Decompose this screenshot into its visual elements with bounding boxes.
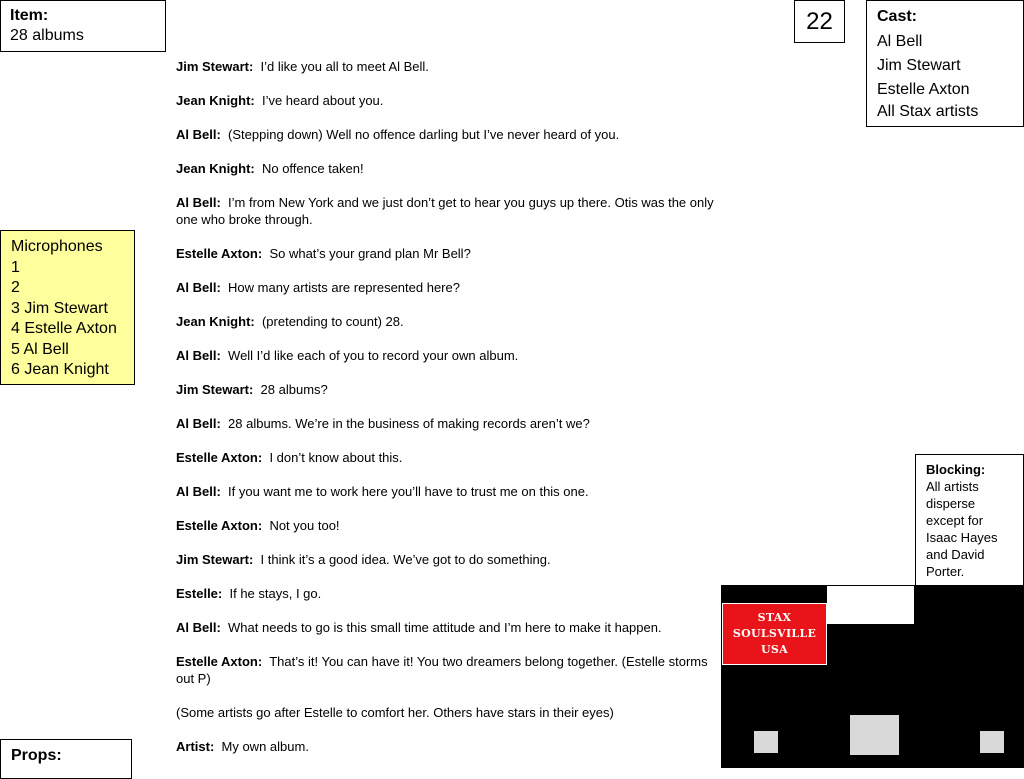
stage-block bbox=[850, 715, 899, 755]
dialogue-line bbox=[176, 92, 716, 109]
dialogue-line bbox=[176, 381, 716, 398]
sign-line: SOULSVILLE bbox=[732, 627, 817, 640]
page-number: 22 bbox=[794, 0, 845, 43]
speaker-name: Al Bell: bbox=[176, 484, 221, 499]
dialogue-text: So what’s your grand plan Mr Bell? bbox=[269, 246, 471, 261]
microphones-title: Microphones bbox=[11, 238, 103, 255]
cast-member: Al Bell bbox=[877, 33, 923, 50]
cast-member: All Stax artists bbox=[877, 103, 979, 120]
script-dialogue bbox=[176, 58, 716, 772]
stax-sign bbox=[722, 603, 827, 665]
dialogue-text: I’m from New York and we just don’t get to hear you guys up there. Otis was the only one who broke through. bbox=[176, 195, 714, 227]
stage-diagram bbox=[721, 585, 1024, 768]
dialogue-text: 28 albums? bbox=[260, 382, 328, 397]
dialogue-text: No offence taken! bbox=[261, 161, 364, 176]
stage-block bbox=[754, 731, 778, 753]
dialogue-line bbox=[176, 58, 716, 75]
dialogue-text: How many artists are represented here? bbox=[228, 280, 460, 295]
dialogue-line bbox=[176, 279, 716, 296]
dialogue-line bbox=[176, 160, 716, 177]
item-title: Item: bbox=[10, 7, 49, 24]
dialogue-line bbox=[176, 704, 716, 721]
speaker-name: Jim Stewart: bbox=[176, 382, 254, 397]
dialogue-line bbox=[176, 126, 716, 143]
speaker-name: Estelle: bbox=[176, 586, 223, 601]
cast-title: Cast: bbox=[877, 8, 918, 25]
dialogue-line bbox=[176, 245, 716, 262]
dialogue-line bbox=[176, 415, 716, 432]
speaker-name: Estelle Axton: bbox=[176, 450, 263, 465]
dialogue-text: (Some artists go after Estelle to comfort her. Others have stars in their eyes) bbox=[176, 705, 614, 720]
dialogue-line bbox=[176, 483, 716, 500]
dialogue-line bbox=[176, 449, 716, 466]
speaker-name: Jean Knight: bbox=[176, 93, 255, 108]
dialogue-text: I don’t know about this. bbox=[269, 450, 403, 465]
dialogue-text: If you want me to work here you’ll have to trust me on this one. bbox=[228, 484, 589, 499]
dialogue-text: That’s it! You can have it! You two dreamers belong together. (Estelle storms out P) bbox=[176, 654, 708, 686]
speaker-name: Estelle Axton: bbox=[176, 518, 263, 533]
dialogue-text: I’d like you all to meet Al Bell. bbox=[260, 59, 429, 74]
speaker-name: Jim Stewart: bbox=[176, 552, 254, 567]
sign-line: USA bbox=[761, 643, 788, 656]
microphone-entry: 4 Estelle Axton bbox=[11, 320, 117, 337]
speaker-name: Al Bell: bbox=[176, 127, 221, 142]
cast-member: Jim Stewart bbox=[877, 57, 961, 74]
dialogue-line bbox=[176, 194, 716, 228]
blocking-title: Blocking: bbox=[926, 462, 986, 477]
microphone-entry: 1 bbox=[11, 258, 20, 276]
dialogue-text: What needs to go is this small time attitude and I’m here to make it happen. bbox=[228, 620, 662, 635]
stage-block bbox=[980, 731, 1004, 753]
speaker-name: Jim Stewart: bbox=[176, 59, 254, 74]
speaker-name: Al Bell: bbox=[176, 416, 221, 431]
speaker-name: Al Bell: bbox=[176, 280, 221, 295]
speaker-name: Estelle Axton: bbox=[176, 654, 263, 669]
props-title: Props: bbox=[11, 747, 62, 764]
dialogue-text: Well I’d like each of you to record your own album. bbox=[228, 348, 519, 363]
dialogue-text: If he stays, I go. bbox=[229, 586, 322, 601]
stage-window bbox=[826, 585, 915, 625]
microphone-entry: 2 bbox=[11, 279, 20, 296]
speaker-name: Estelle Axton: bbox=[176, 246, 263, 261]
dialogue-line bbox=[176, 551, 716, 568]
speaker-name: Jean Knight: bbox=[176, 161, 255, 176]
cast-box bbox=[866, 0, 1024, 127]
dialogue-line bbox=[176, 585, 716, 602]
dialogue-text: I think it’s a good idea. We’ve got to do something. bbox=[260, 552, 551, 567]
speaker-name: Jean Knight: bbox=[176, 314, 255, 329]
dialogue-text: (pretending to count) 28. bbox=[261, 314, 404, 329]
speaker-name: Al Bell: bbox=[176, 195, 221, 210]
microphone-entry: 6 Jean Knight bbox=[11, 361, 109, 378]
speaker-name: Al Bell: bbox=[176, 348, 221, 363]
dialogue-text: 28 albums. We’re in the business of making records aren’t we? bbox=[228, 416, 590, 431]
dialogue-line bbox=[176, 619, 716, 636]
microphone-entry: 5 Al Bell bbox=[11, 340, 69, 358]
dialogue-line bbox=[176, 653, 716, 687]
microphones-box bbox=[0, 230, 135, 385]
dialogue-line bbox=[176, 313, 716, 330]
sign-line: STAX bbox=[757, 611, 792, 624]
speaker-name: Artist: bbox=[176, 739, 215, 754]
dialogue-text: My own album. bbox=[221, 739, 309, 754]
dialogue-text: Not you too! bbox=[269, 518, 340, 533]
microphone-entry: 3 Jim Stewart bbox=[11, 299, 108, 317]
cast-list bbox=[877, 30, 1013, 121]
dialogue-text: (Stepping down) Well no offence darling but I’ve never heard of you. bbox=[228, 127, 620, 142]
props-box bbox=[0, 739, 132, 779]
dialogue-line bbox=[176, 738, 716, 755]
dialogue-line bbox=[176, 517, 716, 534]
speaker-name: Al Bell: bbox=[176, 620, 221, 635]
blocking-box bbox=[915, 454, 1024, 586]
dialogue-text: I’ve heard about you. bbox=[261, 93, 384, 108]
cast-member: Estelle Axton bbox=[877, 81, 970, 98]
item-box bbox=[0, 0, 166, 52]
item-value: 28 albums bbox=[10, 27, 84, 44]
blocking-text: All artists disperse except for Isaac Hayes and David Porter. bbox=[926, 479, 998, 579]
dialogue-line bbox=[176, 347, 716, 364]
